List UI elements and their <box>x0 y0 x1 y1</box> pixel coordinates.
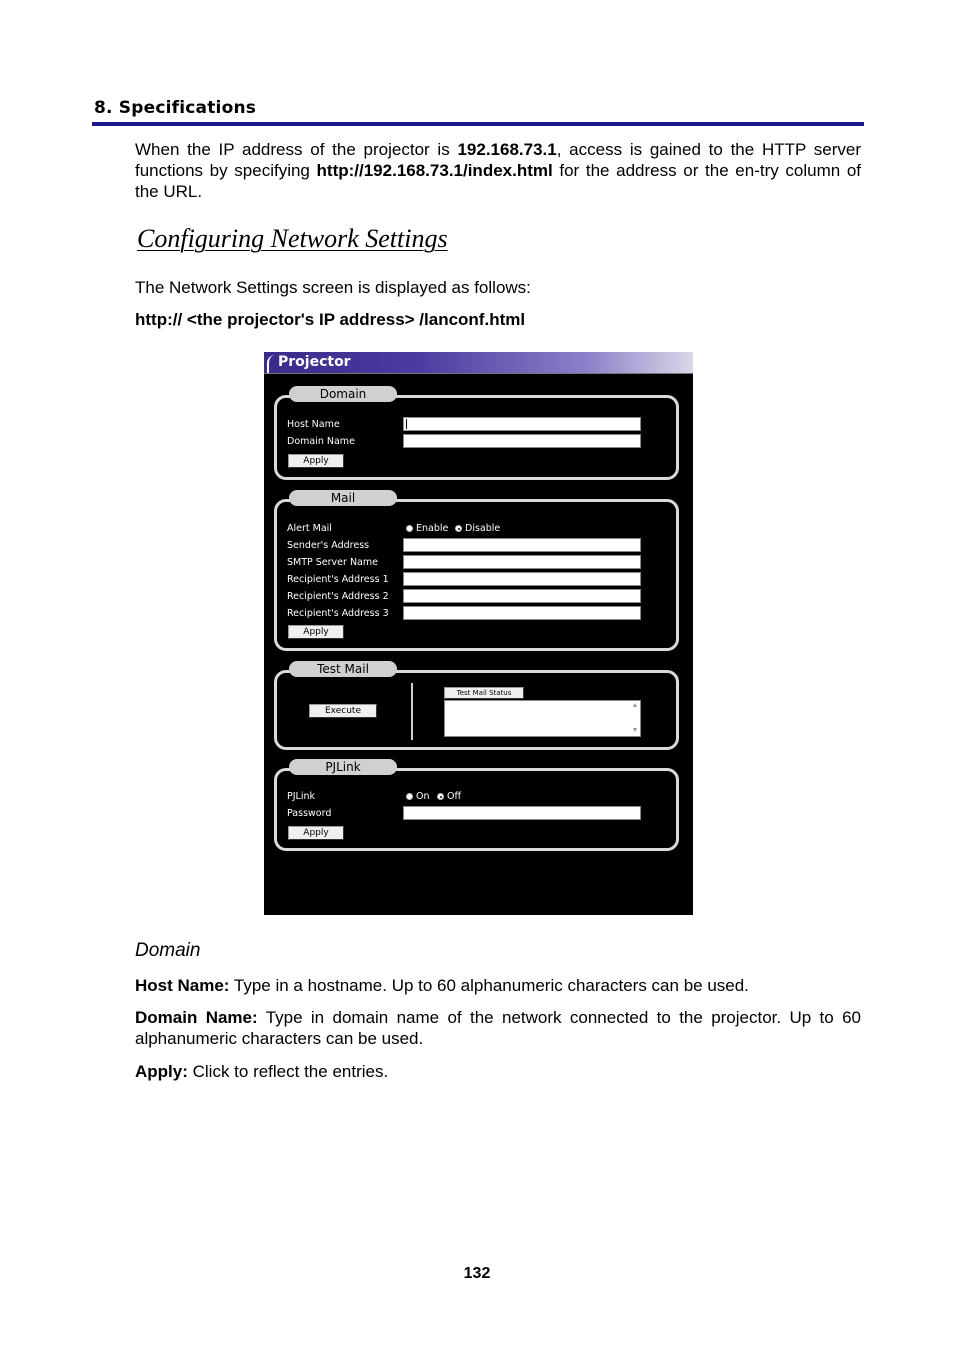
test-mail-status-button[interactable]: Test Mail Status <box>444 687 524 699</box>
smtp-server-input[interactable] <box>403 555 641 569</box>
disable-radio[interactable] <box>455 525 462 532</box>
description: The Network Settings screen is displayed as follows: <box>135 278 531 297</box>
network-settings-screenshot <box>264 352 693 915</box>
mail-group <box>274 491 679 651</box>
pjlink-off-radio[interactable] <box>437 793 444 800</box>
pjlink-group-label: PJLink <box>289 759 397 775</box>
test-mail-group <box>274 662 679 750</box>
enable-label: Enable <box>416 523 449 534</box>
smtp-server-label: SMTP Server Name <box>287 557 378 568</box>
pjlink-on-label: On <box>416 791 430 802</box>
title-curve-decoration <box>267 355 275 373</box>
section-heading: 8. Specifications <box>94 98 257 118</box>
pjlink-label: PJLink <box>287 791 315 802</box>
recipient-1-input[interactable] <box>403 572 641 586</box>
domain-subheading: Domain <box>135 940 201 961</box>
screen-title: Projector <box>278 354 351 370</box>
domain-name-label: Domain Name <box>287 436 355 447</box>
pjlink-off-label: Off <box>447 791 462 802</box>
domain-name-description: Domain Name: Type in domain name of the network connected to the projector. Up to 60 alphanumeric characters can be used. <box>135 1008 861 1048</box>
intro-paragraph: When the IP address of the projector is 192.168.73.1, access is gained to the HTTP server functions by specifying http://192.168.73.1/index.html for the address or the en-try column of the URL. <box>135 140 862 201</box>
text-cursor <box>406 419 407 429</box>
mail-group-label: Mail <box>289 490 397 506</box>
test-mail-divider <box>411 683 413 740</box>
recipient-2-label: Recipient's Address 2 <box>287 591 389 602</box>
test-mail-group-label: Test Mail <box>289 661 397 677</box>
host-name-label: Host Name <box>287 419 340 430</box>
domain-name-input[interactable] <box>403 434 641 448</box>
password-label: Password <box>287 808 332 819</box>
host-name-input[interactable] <box>403 417 641 431</box>
test-mail-status-area[interactable] <box>444 700 641 737</box>
recipient-3-label: Recipient's Address 3 <box>287 608 389 619</box>
domain-apply-button[interactable]: Apply <box>288 454 344 468</box>
page-title: Configuring Network Settings <box>137 224 448 253</box>
url-line: http:// <the projector's IP address> /lanconf.html <box>135 310 526 329</box>
sender-address-input[interactable] <box>403 538 641 552</box>
scroll-up-icon[interactable]: ▲ <box>631 702 639 709</box>
pjlink-apply-button[interactable]: Apply <box>288 826 344 840</box>
recipient-3-input[interactable] <box>403 606 641 620</box>
alert-mail-label: Alert Mail <box>287 523 332 534</box>
pjlink-group <box>274 760 679 851</box>
sender-address-label: Sender's Address <box>287 540 370 551</box>
enable-radio[interactable] <box>406 525 413 532</box>
screen-title-bar <box>264 352 693 374</box>
recipient-1-label: Recipient's Address 1 <box>287 574 389 585</box>
mail-apply-button[interactable]: Apply <box>288 625 344 639</box>
host-name-description: Host Name: Type in a hostname. Up to 60 alphanumeric characters can be used. <box>135 976 749 995</box>
apply-description: Apply: Click to reflect the entries. <box>135 1062 389 1081</box>
recipient-2-input[interactable] <box>403 589 641 603</box>
scroll-down-icon[interactable]: ▼ <box>631 727 639 734</box>
domain-group <box>274 387 679 480</box>
domain-group-label: Domain <box>289 386 397 402</box>
pjlink-on-radio[interactable] <box>406 793 413 800</box>
section-rule <box>92 122 864 126</box>
page-number: 132 <box>463 1265 491 1282</box>
password-input[interactable] <box>403 806 641 820</box>
execute-button[interactable]: Execute <box>309 704 377 718</box>
disable-label: Disable <box>465 523 501 534</box>
